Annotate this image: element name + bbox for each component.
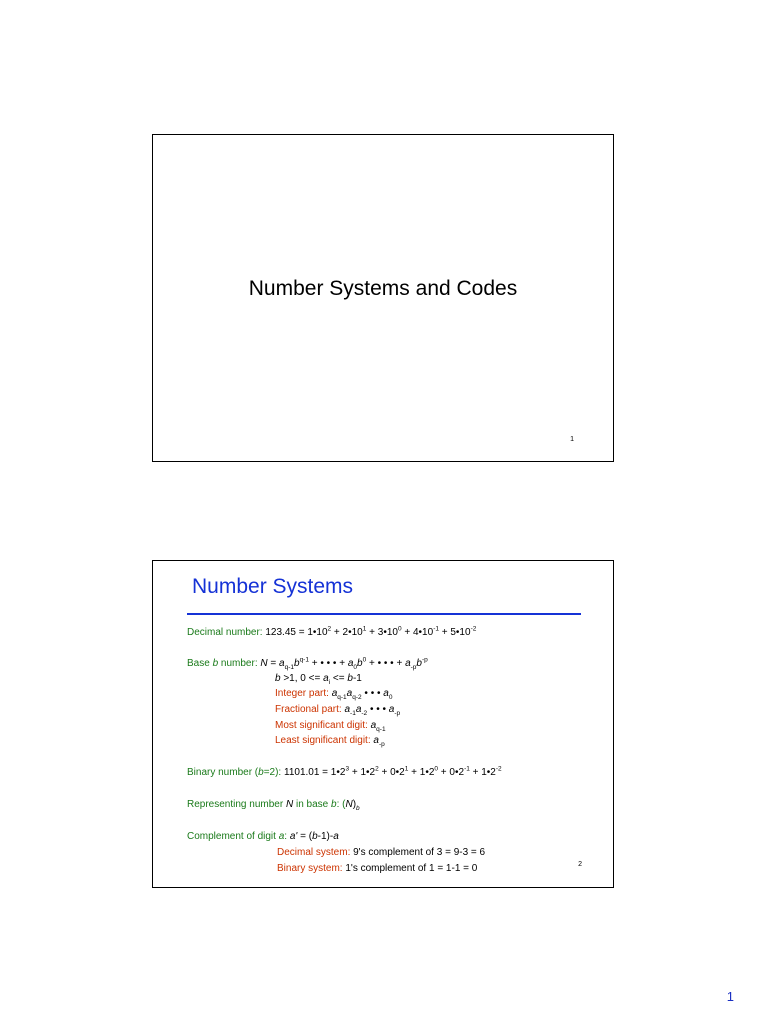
binary-number-label [187, 767, 284, 778]
exponent: -1 [433, 625, 439, 633]
var: a [279, 658, 285, 669]
page-number: 1 [726, 989, 734, 1004]
label-text: Representing number [187, 799, 286, 810]
exponent: -1 [464, 765, 470, 773]
term: + 1•2 [349, 767, 376, 778]
binary-system-label: Binary system: [277, 863, 346, 874]
integer-part-label: Integer part: [275, 688, 332, 699]
label-var: b [212, 658, 219, 669]
binary-system-line [277, 863, 477, 875]
subscript: q-1 [337, 694, 347, 701]
var: a [278, 831, 285, 842]
subscript: -2 [361, 710, 368, 717]
decimal-expression: 123.45 = 1•10 [265, 627, 328, 638]
msd-line [275, 720, 386, 732]
binary-number-line [187, 767, 502, 779]
dots: • • • [367, 704, 389, 715]
lsd-line [275, 735, 385, 747]
label-text: Complement of digit [187, 831, 279, 842]
label-text: Base [187, 658, 213, 669]
exponent: -2 [495, 765, 502, 773]
var: b [347, 673, 353, 684]
exponent: -2 [470, 625, 477, 633]
dots: • • • [361, 688, 384, 699]
var: b [294, 658, 300, 669]
exponent: 2 [327, 625, 332, 633]
var: b [416, 658, 422, 669]
op: ) [352, 799, 357, 810]
var: a [323, 673, 329, 684]
subscript: b [356, 805, 360, 812]
slide-2 [152, 560, 614, 888]
exponent: 3 [345, 765, 350, 773]
slide-2-title: Number Systems [192, 575, 354, 598]
op: -1)- [317, 831, 334, 842]
complement-line [187, 831, 339, 843]
representing-label [187, 799, 345, 810]
representing-line [187, 799, 360, 811]
subscript: i [328, 679, 331, 686]
var: a [344, 704, 351, 715]
var: b [312, 831, 318, 842]
lsd-label: Least significant digit: [275, 735, 374, 746]
var: a [331, 688, 338, 699]
var: b [331, 799, 337, 810]
subscript: 0 [353, 664, 358, 671]
var: a [405, 658, 411, 669]
var: N [285, 799, 294, 810]
op: + • • • + [366, 658, 406, 669]
var: a [370, 720, 377, 731]
label-text: : ( [336, 799, 346, 810]
subscript: -1 [350, 710, 356, 717]
title-underline [187, 613, 581, 615]
op: = [267, 658, 280, 669]
var: a [346, 688, 353, 699]
decimal-system-label: Decimal system: [277, 847, 354, 858]
term: + 1•2 [408, 767, 435, 778]
decimal-system-line [277, 847, 485, 859]
label-text: Binary number ( [187, 767, 259, 778]
subscript: -p [394, 710, 401, 717]
label-var: b [258, 767, 264, 778]
term: + 1•2 [469, 767, 496, 778]
var: N [260, 658, 268, 669]
binary-expression: 1101.01 = 1•2 [284, 767, 346, 778]
var: a [388, 704, 395, 715]
var: a [333, 831, 339, 842]
label-text: number: [218, 658, 261, 669]
slide-1-title: Number Systems and Codes [248, 277, 518, 300]
exponent: 1 [362, 625, 367, 633]
exponent: q-1 [299, 656, 309, 664]
decimal-system-text: 9's complement of 3 = 9-3 = 6 [353, 847, 486, 858]
var: b [275, 673, 281, 684]
op: = ( [297, 831, 313, 842]
binary-system-text: 1's complement of 1 = 1-1 = 0 [345, 863, 478, 874]
var: a [355, 704, 362, 715]
exponent: -p [421, 656, 428, 664]
msd-label: Most significant digit: [275, 720, 371, 731]
exponent: 0 [434, 765, 439, 773]
var: a [373, 735, 379, 746]
term: + 2•10 [331, 627, 363, 638]
term: + 0•2 [438, 767, 465, 778]
exponent: 0 [397, 625, 402, 633]
subscript: -p [410, 664, 417, 671]
subscript: -p [378, 741, 385, 748]
term: + 3•10 [366, 627, 398, 638]
var: a [383, 688, 389, 699]
exponent: 0 [362, 656, 367, 664]
op: -1 [352, 673, 362, 684]
var: a [347, 658, 354, 669]
fractional-part-label: Fractional part: [275, 704, 345, 715]
decimal-number-line [187, 627, 476, 639]
exponent: 1 [404, 765, 409, 773]
base-number-line [187, 658, 428, 670]
op: <= [330, 673, 348, 684]
exponent: 2 [375, 765, 379, 773]
subscript: q-1 [376, 726, 386, 733]
label-text: : [284, 831, 290, 842]
fractional-part-line [275, 704, 400, 716]
term: + 5•10 [438, 627, 471, 638]
var: b [357, 658, 363, 669]
slide-1-number: 1 [570, 436, 574, 443]
base-number-label [187, 658, 260, 669]
subscript: q-2 [352, 694, 362, 701]
term: + 0•2 [378, 767, 405, 778]
label-text: in base [293, 799, 331, 810]
var: N [345, 799, 353, 810]
base-condition [275, 673, 362, 685]
subscript: q-1 [284, 664, 294, 671]
term: + 4•10 [401, 627, 434, 638]
complement-label [187, 831, 290, 842]
label-text: =2): [263, 767, 284, 778]
subscript: 0 [388, 694, 393, 701]
decimal-number-label: Decimal number: [187, 627, 266, 638]
slide-1 [152, 134, 614, 462]
op: + • • • + [308, 658, 348, 669]
op: >1, 0 <= [280, 673, 324, 684]
slide-2-number: 2 [578, 861, 582, 868]
integer-part-line [275, 688, 392, 700]
var: a' [289, 831, 298, 842]
